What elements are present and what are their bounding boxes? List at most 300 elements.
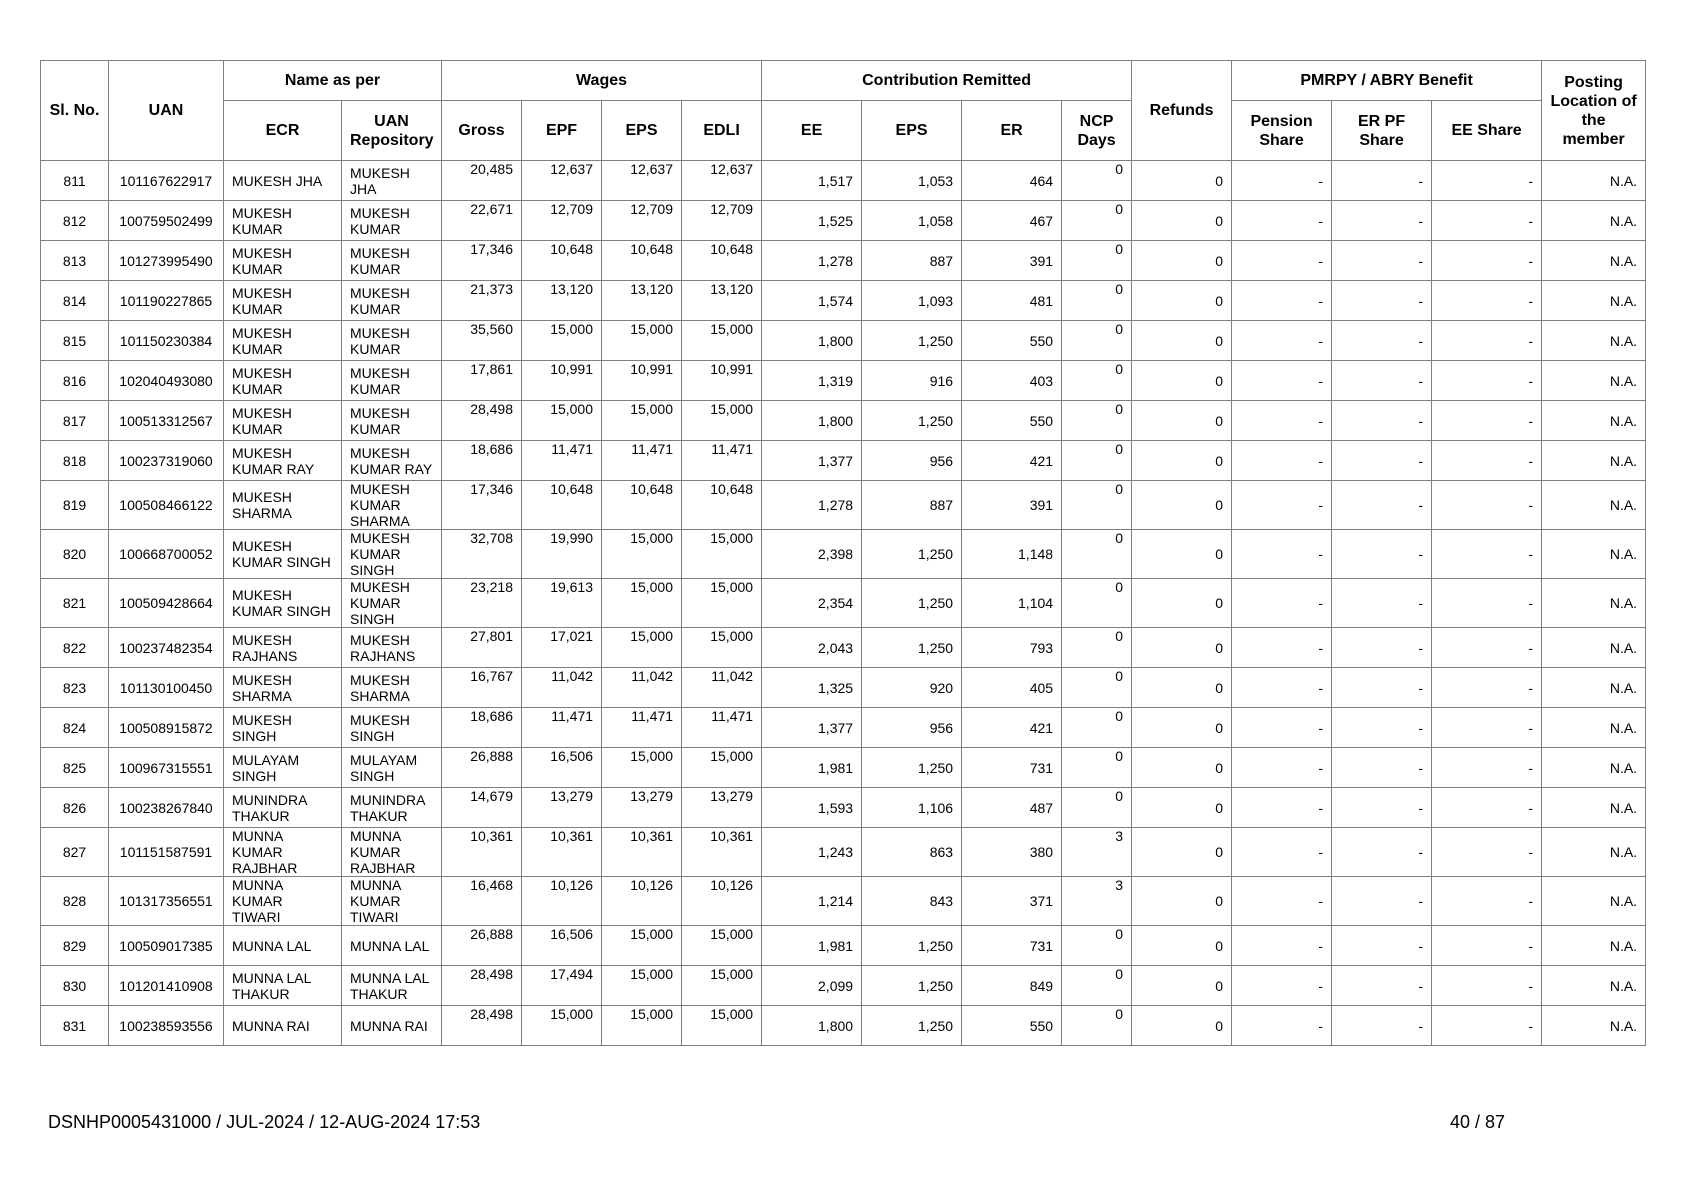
cell-posting-location: N.A. bbox=[1542, 708, 1646, 748]
table-row bbox=[41, 401, 1646, 441]
cell-er-pf-share: - bbox=[1332, 401, 1432, 441]
col-sl-no: Sl. No. bbox=[41, 61, 109, 161]
cell-ecr-name: MUNINDRA THAKUR bbox=[224, 788, 342, 828]
cell-ecr-name: MUNNA RAI bbox=[224, 1006, 342, 1046]
cell-posting-location: N.A. bbox=[1542, 481, 1646, 530]
cell-edli: 13,279 bbox=[682, 788, 762, 828]
cell-ee-share: - bbox=[1432, 481, 1542, 530]
cell-ee: 1,593 bbox=[762, 788, 862, 828]
cell-uan: 102040493080 bbox=[109, 361, 224, 401]
cell-ee-share: - bbox=[1432, 926, 1542, 966]
cell-repo-name: MUKESH RAJHANS bbox=[342, 628, 442, 668]
cell-eps: 12,709 bbox=[602, 201, 682, 241]
cell-pension-share: - bbox=[1232, 201, 1332, 241]
page-number: 40 / 87 bbox=[1450, 1112, 1506, 1132]
cell-edli: 10,991 bbox=[682, 361, 762, 401]
cell-er: 403 bbox=[962, 361, 1062, 401]
cell-sl-no: 817 bbox=[41, 401, 109, 441]
cell-ncp-days: 0 bbox=[1062, 1006, 1132, 1046]
cell-gross: 17,346 bbox=[442, 481, 522, 530]
cell-repo-name: MUKESH KUMAR SINGH bbox=[342, 579, 442, 628]
cell-gross: 22,671 bbox=[442, 201, 522, 241]
group-wages: Wages bbox=[442, 61, 762, 101]
cell-er: 487 bbox=[962, 788, 1062, 828]
cell-ee-share: - bbox=[1432, 441, 1542, 481]
cell-refunds: 0 bbox=[1132, 877, 1232, 926]
cell-refunds: 0 bbox=[1132, 668, 1232, 708]
cell-uan: 100513312567 bbox=[109, 401, 224, 441]
table-row bbox=[41, 361, 1646, 401]
cell-ee: 1,800 bbox=[762, 321, 862, 361]
cell-edli: 10,648 bbox=[682, 241, 762, 281]
cell-ee-share: - bbox=[1432, 281, 1542, 321]
cell-ee-share: - bbox=[1432, 321, 1542, 361]
footer-reference: DSNHP0005431000 / JUL-2024 / 12-AUG-2024 17:53 bbox=[48, 1112, 481, 1132]
cell-er-pf-share: - bbox=[1332, 708, 1432, 748]
cell-epf: 16,506 bbox=[522, 748, 602, 788]
cell-edli: 11,471 bbox=[682, 708, 762, 748]
cell-contrib-eps: 1,250 bbox=[862, 401, 962, 441]
col-refunds: Refunds bbox=[1132, 61, 1232, 161]
cell-edli: 13,120 bbox=[682, 281, 762, 321]
cell-ecr-name: MUKESH KUMAR bbox=[224, 361, 342, 401]
cell-gross: 18,686 bbox=[442, 441, 522, 481]
cell-gross: 18,686 bbox=[442, 708, 522, 748]
cell-ee-share: - bbox=[1432, 748, 1542, 788]
cell-edli: 15,000 bbox=[682, 926, 762, 966]
cell-ee-share: - bbox=[1432, 201, 1542, 241]
cell-sl-no: 820 bbox=[41, 530, 109, 579]
table-row bbox=[41, 668, 1646, 708]
cell-uan: 101151587591 bbox=[109, 828, 224, 877]
cell-sl-no: 819 bbox=[41, 481, 109, 530]
cell-refunds: 0 bbox=[1132, 161, 1232, 201]
cell-edli: 15,000 bbox=[682, 628, 762, 668]
col-epf: EPF bbox=[522, 101, 602, 161]
cell-epf: 15,000 bbox=[522, 1006, 602, 1046]
cell-uan: 101273995490 bbox=[109, 241, 224, 281]
cell-er-pf-share: - bbox=[1332, 788, 1432, 828]
cell-contrib-eps: 1,250 bbox=[862, 966, 962, 1006]
col-ee-share: EE Share bbox=[1432, 101, 1542, 161]
table-row bbox=[41, 201, 1646, 241]
cell-er: 550 bbox=[962, 321, 1062, 361]
cell-pension-share: - bbox=[1232, 877, 1332, 926]
cell-ee-share: - bbox=[1432, 628, 1542, 668]
cell-uan: 101167622917 bbox=[109, 161, 224, 201]
cell-repo-name: MUKESH SHARMA bbox=[342, 668, 442, 708]
cell-sl-no: 824 bbox=[41, 708, 109, 748]
cell-repo-name: MUKESH KUMAR bbox=[342, 401, 442, 441]
cell-ncp-days: 0 bbox=[1062, 708, 1132, 748]
cell-eps: 13,279 bbox=[602, 788, 682, 828]
col-ee: EE bbox=[762, 101, 862, 161]
cell-sl-no: 811 bbox=[41, 161, 109, 201]
table-row bbox=[41, 579, 1646, 628]
cell-er: 1,148 bbox=[962, 530, 1062, 579]
cell-ee: 1,800 bbox=[762, 401, 862, 441]
cell-edli: 15,000 bbox=[682, 579, 762, 628]
cell-ee: 1,517 bbox=[762, 161, 862, 201]
cell-ecr-name: MUKESH KUMAR bbox=[224, 401, 342, 441]
cell-sl-no: 828 bbox=[41, 877, 109, 926]
cell-er: 731 bbox=[962, 748, 1062, 788]
cell-contrib-eps: 1,093 bbox=[862, 281, 962, 321]
cell-gross: 27,801 bbox=[442, 628, 522, 668]
cell-er-pf-share: - bbox=[1332, 828, 1432, 877]
cell-eps: 15,000 bbox=[602, 926, 682, 966]
cell-epf: 10,648 bbox=[522, 481, 602, 530]
cell-refunds: 0 bbox=[1132, 201, 1232, 241]
cell-ee: 1,243 bbox=[762, 828, 862, 877]
cell-ncp-days: 3 bbox=[1062, 828, 1132, 877]
cell-gross: 14,679 bbox=[442, 788, 522, 828]
cell-contrib-eps: 863 bbox=[862, 828, 962, 877]
cell-pension-share: - bbox=[1232, 668, 1332, 708]
cell-er: 421 bbox=[962, 708, 1062, 748]
cell-uan: 101201410908 bbox=[109, 966, 224, 1006]
cell-edli: 15,000 bbox=[682, 530, 762, 579]
cell-uan: 100238267840 bbox=[109, 788, 224, 828]
cell-ncp-days: 0 bbox=[1062, 321, 1132, 361]
cell-ncp-days: 0 bbox=[1062, 926, 1132, 966]
cell-contrib-eps: 1,250 bbox=[862, 579, 962, 628]
cell-gross: 10,361 bbox=[442, 828, 522, 877]
cell-pension-share: - bbox=[1232, 241, 1332, 281]
cell-pension-share: - bbox=[1232, 161, 1332, 201]
col-ecr: ECR bbox=[224, 101, 342, 161]
cell-edli: 11,471 bbox=[682, 441, 762, 481]
cell-er: 481 bbox=[962, 281, 1062, 321]
table-row bbox=[41, 628, 1646, 668]
cell-uan: 100759502499 bbox=[109, 201, 224, 241]
cell-ncp-days: 0 bbox=[1062, 441, 1132, 481]
cell-ee: 2,398 bbox=[762, 530, 862, 579]
cell-er: 464 bbox=[962, 161, 1062, 201]
cell-ecr-name: MUKESH KUMAR bbox=[224, 281, 342, 321]
cell-uan: 100508466122 bbox=[109, 481, 224, 530]
cell-ncp-days: 0 bbox=[1062, 241, 1132, 281]
cell-ecr-name: MUNNA LAL bbox=[224, 926, 342, 966]
cell-contrib-eps: 1,106 bbox=[862, 788, 962, 828]
cell-eps: 15,000 bbox=[602, 966, 682, 1006]
cell-sl-no: 827 bbox=[41, 828, 109, 877]
cell-posting-location: N.A. bbox=[1542, 579, 1646, 628]
cell-ecr-name: MULAYAM SINGH bbox=[224, 748, 342, 788]
cell-eps: 13,120 bbox=[602, 281, 682, 321]
cell-eps: 15,000 bbox=[602, 321, 682, 361]
cell-sl-no: 822 bbox=[41, 628, 109, 668]
cell-gross: 28,498 bbox=[442, 966, 522, 1006]
table-header bbox=[41, 61, 1646, 161]
table-row bbox=[41, 1006, 1646, 1046]
cell-er: 550 bbox=[962, 1006, 1062, 1046]
cell-eps: 15,000 bbox=[602, 579, 682, 628]
cell-er: 849 bbox=[962, 966, 1062, 1006]
cell-posting-location: N.A. bbox=[1542, 361, 1646, 401]
cell-posting-location: N.A. bbox=[1542, 788, 1646, 828]
cell-ecr-name: MUKESH SINGH bbox=[224, 708, 342, 748]
cell-edli: 10,648 bbox=[682, 481, 762, 530]
cell-er-pf-share: - bbox=[1332, 201, 1432, 241]
cell-pension-share: - bbox=[1232, 579, 1332, 628]
cell-ee-share: - bbox=[1432, 788, 1542, 828]
cell-ee: 1,278 bbox=[762, 241, 862, 281]
cell-refunds: 0 bbox=[1132, 321, 1232, 361]
cell-repo-name: MUKESH KUMAR bbox=[342, 281, 442, 321]
cell-er-pf-share: - bbox=[1332, 926, 1432, 966]
cell-eps: 10,648 bbox=[602, 481, 682, 530]
cell-refunds: 0 bbox=[1132, 828, 1232, 877]
cell-refunds: 0 bbox=[1132, 361, 1232, 401]
cell-epf: 10,648 bbox=[522, 241, 602, 281]
cell-edli: 15,000 bbox=[682, 321, 762, 361]
cell-gross: 16,468 bbox=[442, 877, 522, 926]
cell-edli: 15,000 bbox=[682, 748, 762, 788]
cell-repo-name: MUNNA KUMAR TIWARI bbox=[342, 877, 442, 926]
group-contribution-remitted: Contribution Remitted bbox=[762, 61, 1132, 101]
cell-repo-name: MUNNA KUMAR RAJBHAR bbox=[342, 828, 442, 877]
cell-posting-location: N.A. bbox=[1542, 966, 1646, 1006]
cell-er: 467 bbox=[962, 201, 1062, 241]
cell-posting-location: N.A. bbox=[1542, 530, 1646, 579]
cell-epf: 11,042 bbox=[522, 668, 602, 708]
cell-edli: 15,000 bbox=[682, 401, 762, 441]
col-contrib-eps: EPS bbox=[862, 101, 962, 161]
cell-refunds: 0 bbox=[1132, 748, 1232, 788]
cell-epf: 16,506 bbox=[522, 926, 602, 966]
cell-edli: 12,709 bbox=[682, 201, 762, 241]
cell-refunds: 0 bbox=[1132, 966, 1232, 1006]
cell-ee: 1,319 bbox=[762, 361, 862, 401]
cell-eps: 11,042 bbox=[602, 668, 682, 708]
cell-ee: 1,377 bbox=[762, 708, 862, 748]
cell-ecr-name: MUKESH KUMAR SINGH bbox=[224, 579, 342, 628]
cell-uan: 100508915872 bbox=[109, 708, 224, 748]
cell-ee-share: - bbox=[1432, 877, 1542, 926]
cell-sl-no: 823 bbox=[41, 668, 109, 708]
cell-er-pf-share: - bbox=[1332, 321, 1432, 361]
cell-epf: 17,021 bbox=[522, 628, 602, 668]
cell-repo-name: MUNNA LAL bbox=[342, 926, 442, 966]
cell-contrib-eps: 916 bbox=[862, 361, 962, 401]
cell-er: 380 bbox=[962, 828, 1062, 877]
cell-epf: 15,000 bbox=[522, 321, 602, 361]
cell-repo-name: MUKESH KUMAR bbox=[342, 321, 442, 361]
cell-pension-share: - bbox=[1232, 966, 1332, 1006]
cell-er-pf-share: - bbox=[1332, 966, 1432, 1006]
cell-repo-name: MUKESH KUMAR bbox=[342, 361, 442, 401]
cell-epf: 17,494 bbox=[522, 966, 602, 1006]
cell-ncp-days: 0 bbox=[1062, 668, 1132, 708]
cell-er: 793 bbox=[962, 628, 1062, 668]
table-row bbox=[41, 481, 1646, 530]
cell-ee-share: - bbox=[1432, 161, 1542, 201]
cell-epf: 13,120 bbox=[522, 281, 602, 321]
cell-ee: 1,278 bbox=[762, 481, 862, 530]
group-name-as-per: Name as per bbox=[224, 61, 442, 101]
table-row bbox=[41, 708, 1646, 748]
table-row bbox=[41, 828, 1646, 877]
cell-pension-share: - bbox=[1232, 441, 1332, 481]
cell-refunds: 0 bbox=[1132, 401, 1232, 441]
cell-ncp-days: 0 bbox=[1062, 966, 1132, 1006]
cell-ee-share: - bbox=[1432, 668, 1542, 708]
cell-refunds: 0 bbox=[1132, 788, 1232, 828]
cell-ecr-name: MUKESH KUMAR bbox=[224, 321, 342, 361]
cell-gross: 28,498 bbox=[442, 1006, 522, 1046]
cell-posting-location: N.A. bbox=[1542, 668, 1646, 708]
cell-contrib-eps: 1,058 bbox=[862, 201, 962, 241]
cell-er: 405 bbox=[962, 668, 1062, 708]
cell-repo-name: MULAYAM SINGH bbox=[342, 748, 442, 788]
cell-ee: 1,525 bbox=[762, 201, 862, 241]
cell-posting-location: N.A. bbox=[1542, 828, 1646, 877]
cell-ncp-days: 0 bbox=[1062, 579, 1132, 628]
cell-ncp-days: 0 bbox=[1062, 201, 1132, 241]
cell-contrib-eps: 1,250 bbox=[862, 926, 962, 966]
cell-repo-name: MUKESH KUMAR bbox=[342, 241, 442, 281]
col-uan: UAN bbox=[109, 61, 224, 161]
cell-gross: 26,888 bbox=[442, 926, 522, 966]
cell-pension-share: - bbox=[1232, 401, 1332, 441]
cell-ecr-name: MUNNA KUMAR RAJBHAR bbox=[224, 828, 342, 877]
cell-sl-no: 816 bbox=[41, 361, 109, 401]
cell-edli: 11,042 bbox=[682, 668, 762, 708]
cell-eps: 10,648 bbox=[602, 241, 682, 281]
cell-gross: 21,373 bbox=[442, 281, 522, 321]
cell-repo-name: MUKESH KUMAR bbox=[342, 201, 442, 241]
cell-uan: 100237482354 bbox=[109, 628, 224, 668]
cell-ncp-days: 0 bbox=[1062, 481, 1132, 530]
cell-refunds: 0 bbox=[1132, 441, 1232, 481]
cell-ecr-name: MUKESH KUMAR SINGH bbox=[224, 530, 342, 579]
cell-contrib-eps: 1,250 bbox=[862, 748, 962, 788]
cell-pension-share: - bbox=[1232, 828, 1332, 877]
cell-refunds: 0 bbox=[1132, 926, 1232, 966]
cell-er-pf-share: - bbox=[1332, 668, 1432, 708]
cell-ncp-days: 0 bbox=[1062, 628, 1132, 668]
cell-contrib-eps: 1,250 bbox=[862, 321, 962, 361]
cell-ee: 2,043 bbox=[762, 628, 862, 668]
cell-er-pf-share: - bbox=[1332, 628, 1432, 668]
cell-epf: 12,709 bbox=[522, 201, 602, 241]
col-eps: EPS bbox=[602, 101, 682, 161]
cell-contrib-eps: 920 bbox=[862, 668, 962, 708]
cell-refunds: 0 bbox=[1132, 530, 1232, 579]
cell-edli: 15,000 bbox=[682, 1006, 762, 1046]
cell-posting-location: N.A. bbox=[1542, 401, 1646, 441]
cell-repo-name: MUKESH SINGH bbox=[342, 708, 442, 748]
cell-epf: 10,126 bbox=[522, 877, 602, 926]
cell-er-pf-share: - bbox=[1332, 530, 1432, 579]
cell-gross: 16,767 bbox=[442, 668, 522, 708]
table-row bbox=[41, 966, 1646, 1006]
cell-sl-no: 831 bbox=[41, 1006, 109, 1046]
cell-gross: 23,218 bbox=[442, 579, 522, 628]
cell-ee-share: - bbox=[1432, 579, 1542, 628]
cell-repo-name: MUKESH KUMAR RAY bbox=[342, 441, 442, 481]
cell-er: 391 bbox=[962, 241, 1062, 281]
cell-contrib-eps: 1,250 bbox=[862, 530, 962, 579]
cell-epf: 13,279 bbox=[522, 788, 602, 828]
cell-gross: 28,498 bbox=[442, 401, 522, 441]
cell-ee-share: - bbox=[1432, 828, 1542, 877]
cell-edli: 15,000 bbox=[682, 966, 762, 1006]
cell-refunds: 0 bbox=[1132, 628, 1232, 668]
cell-ee-share: - bbox=[1432, 401, 1542, 441]
table-row bbox=[41, 748, 1646, 788]
cell-er: 1,104 bbox=[962, 579, 1062, 628]
table-row bbox=[41, 441, 1646, 481]
cell-pension-share: - bbox=[1232, 361, 1332, 401]
cell-ecr-name: MUKESH KUMAR bbox=[224, 201, 342, 241]
cell-eps: 10,991 bbox=[602, 361, 682, 401]
cell-contrib-eps: 1,250 bbox=[862, 628, 962, 668]
cell-pension-share: - bbox=[1232, 708, 1332, 748]
cell-posting-location: N.A. bbox=[1542, 628, 1646, 668]
table-row bbox=[41, 877, 1646, 926]
cell-er-pf-share: - bbox=[1332, 748, 1432, 788]
cell-er: 391 bbox=[962, 481, 1062, 530]
cell-ee: 2,354 bbox=[762, 579, 862, 628]
cell-ee: 2,099 bbox=[762, 966, 862, 1006]
cell-ee: 1,325 bbox=[762, 668, 862, 708]
cell-sl-no: 821 bbox=[41, 579, 109, 628]
col-pension-share: Pension Share bbox=[1232, 101, 1332, 161]
cell-ee-share: - bbox=[1432, 708, 1542, 748]
cell-sl-no: 818 bbox=[41, 441, 109, 481]
cell-sl-no: 813 bbox=[41, 241, 109, 281]
cell-uan: 101190227865 bbox=[109, 281, 224, 321]
cell-ee-share: - bbox=[1432, 241, 1542, 281]
cell-ecr-name: MUKESH KUMAR bbox=[224, 241, 342, 281]
cell-ncp-days: 0 bbox=[1062, 788, 1132, 828]
table-row bbox=[41, 788, 1646, 828]
cell-er-pf-share: - bbox=[1332, 877, 1432, 926]
cell-sl-no: 814 bbox=[41, 281, 109, 321]
cell-gross: 26,888 bbox=[442, 748, 522, 788]
cell-pension-share: - bbox=[1232, 926, 1332, 966]
col-posting-location: Posting Location of the member bbox=[1542, 61, 1646, 161]
cell-refunds: 0 bbox=[1132, 1006, 1232, 1046]
cell-ee-share: - bbox=[1432, 361, 1542, 401]
cell-posting-location: N.A. bbox=[1542, 441, 1646, 481]
cell-sl-no: 815 bbox=[41, 321, 109, 361]
cell-er-pf-share: - bbox=[1332, 281, 1432, 321]
cell-epf: 19,990 bbox=[522, 530, 602, 579]
cell-ecr-name: MUNNA KUMAR TIWARI bbox=[224, 877, 342, 926]
cell-ncp-days: 0 bbox=[1062, 401, 1132, 441]
cell-ee: 1,574 bbox=[762, 281, 862, 321]
cell-repo-name: MUNNA RAI bbox=[342, 1006, 442, 1046]
cell-contrib-eps: 887 bbox=[862, 241, 962, 281]
cell-epf: 10,361 bbox=[522, 828, 602, 877]
cell-contrib-eps: 843 bbox=[862, 877, 962, 926]
cell-ncp-days: 3 bbox=[1062, 877, 1132, 926]
cell-er-pf-share: - bbox=[1332, 161, 1432, 201]
cell-er-pf-share: - bbox=[1332, 441, 1432, 481]
cell-ee: 1,214 bbox=[762, 877, 862, 926]
cell-ee: 1,981 bbox=[762, 926, 862, 966]
table-row bbox=[41, 321, 1646, 361]
cell-sl-no: 825 bbox=[41, 748, 109, 788]
cell-uan: 100238593556 bbox=[109, 1006, 224, 1046]
cell-epf: 11,471 bbox=[522, 441, 602, 481]
cell-edli: 10,126 bbox=[682, 877, 762, 926]
cell-eps: 10,126 bbox=[602, 877, 682, 926]
cell-ncp-days: 0 bbox=[1062, 748, 1132, 788]
